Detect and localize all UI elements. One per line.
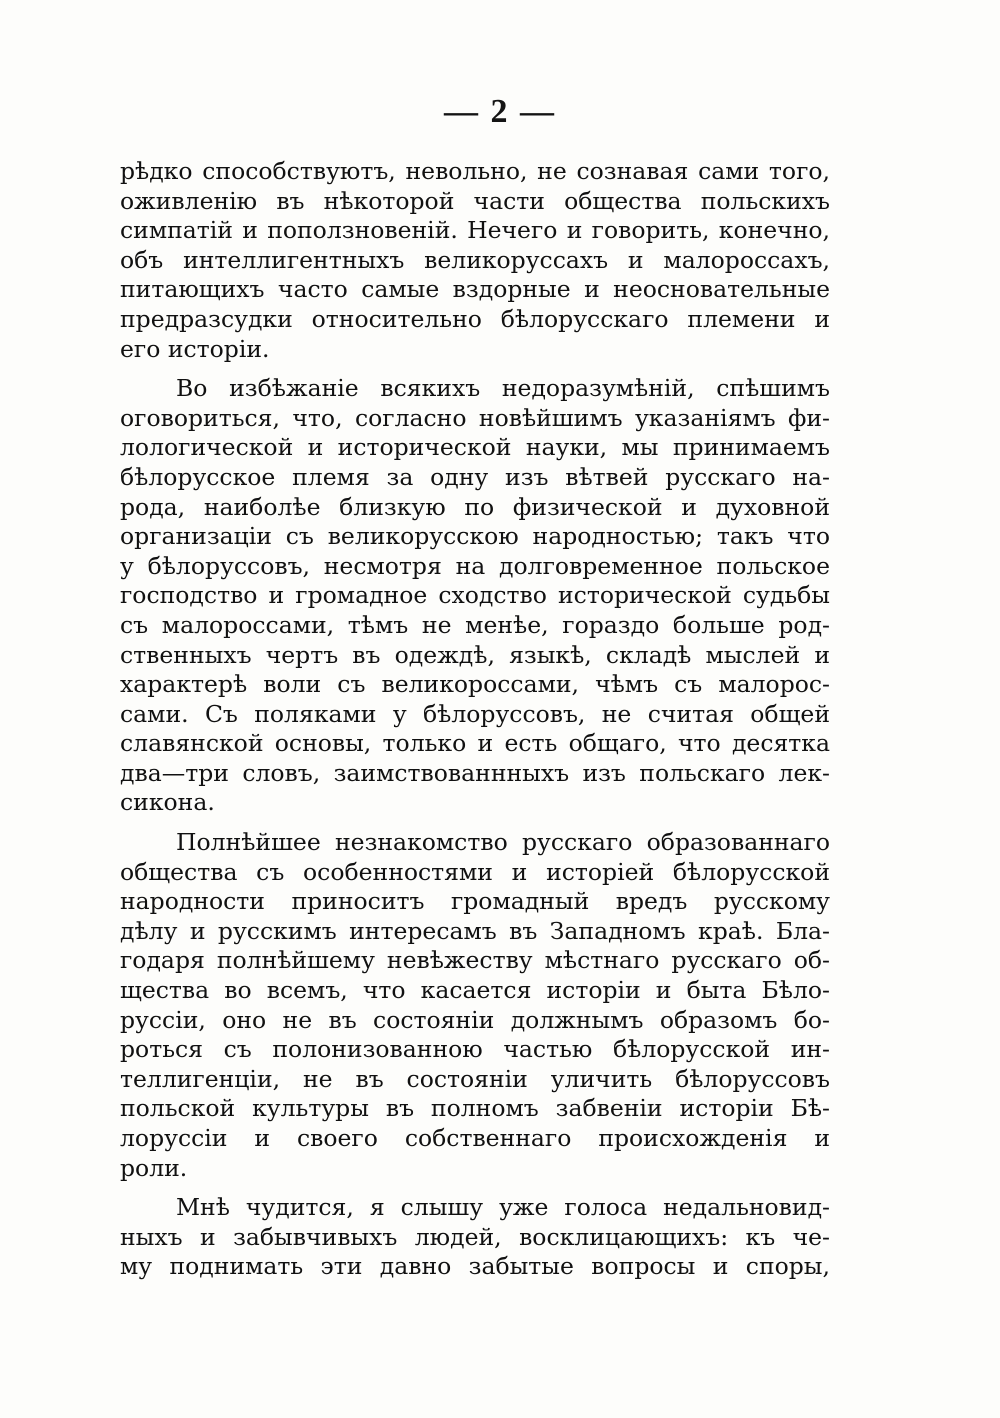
text-line: ныхъ и забывчивыхъ людей, восклицающихъ: къ че- (120, 1222, 830, 1251)
text-line: славянской основы, только и есть общаго, что десятка (120, 729, 830, 758)
text-line: съ малороссами, тѣмъ не менѣе, гораздо больше род- (120, 610, 830, 639)
page-number: — 2 — (444, 93, 556, 130)
text-line: руссіи, оно не въ состояніи должнымъ образомъ бо- (120, 1005, 830, 1034)
text-line: организаціи съ великорусскою народностью; такъ что (120, 522, 830, 551)
text-line: оживленію въ нѣкоторой части общества польскихъ (120, 186, 830, 215)
text-line: народности приноситъ громадный вредъ русскому (120, 887, 830, 916)
text-line: симпатій и поползновеній. Нечего и говорить, конечно, (120, 216, 830, 245)
paragraph (120, 157, 830, 364)
text-line: му поднимать эти давно забытые вопросы и споры, (120, 1252, 830, 1281)
text-line: два—три словъ, заимствованнныхъ изъ польскаго лек- (120, 758, 830, 787)
text-line: лоруссіи и своего собственнаго происхожденія и (120, 1124, 830, 1152)
text-line: польской культуры въ полномъ забвеніи исторіи Бѣ- (120, 1094, 830, 1123)
paragraph (120, 1193, 830, 1282)
text-line: сами. Съ поляками у бѣлоруссовъ, не считая общей (120, 699, 830, 728)
text-line: бѣлорусское племя за одну изъ вѣтвей русскаго на- (120, 462, 830, 491)
text-line: питающихъ часто самые вздорные и неосновательные (120, 275, 830, 304)
text-line: объ интеллигентныхъ великоруссахъ и малороссахъ, (120, 245, 830, 274)
text-line: господство и громадное сходство исторической судьбы (120, 581, 830, 610)
text-line: сикона. (120, 788, 215, 817)
text-line: Полнѣйшее незнакомство русскаго образованнаго (176, 828, 830, 857)
text-line: Мнѣ чудится, я слышу уже голоса недальновид- (176, 1193, 830, 1222)
paragraph (120, 828, 830, 1183)
text-line: Во избѣжаніе всякихъ недоразумѣній, спѣшимъ (176, 374, 830, 403)
text-line: роться съ полонизованною частью бѣлорусской ин- (120, 1035, 830, 1064)
text-line: щества во всемъ, что касается исторіи и быта Бѣло- (120, 976, 830, 1005)
text-line: лологической и исторической науки, мы принимаемъ (120, 433, 830, 462)
text-line: рѣдко способствуютъ, невольно, не сознавая сами того, (120, 157, 830, 185)
text-line: годаря полнѣйшему невѣжеству мѣстнаго русскаго об- (120, 946, 830, 975)
text-body (120, 157, 830, 1282)
text-line: у бѣлоруссовъ, несмотря на долговременное польское (120, 551, 830, 580)
text-line: рода, наиболѣе близкую по физической и духовной (120, 492, 830, 521)
text-line: предразсудки относительно бѣлорусскаго племени и (120, 304, 830, 333)
text-line: общества съ особенностями и исторіей бѣлорусской (120, 857, 830, 886)
text-line: дѣлу и русскимъ интересамъ въ Западномъ краѣ. Бла- (120, 916, 830, 945)
paragraph (120, 374, 830, 818)
text-line: характерѣ воли съ великороссами, чѣмъ съ малорос- (120, 670, 830, 699)
text-line: оговориться, что, согласно новѣйшимъ указаніямъ фи- (120, 403, 830, 432)
text-line: ственныхъ чертъ въ одеждѣ, языкѣ, складѣ мыслей и (120, 640, 830, 669)
text-line: его исторіи. (120, 334, 270, 363)
text-line: теллигенціи, не въ состояніи уличить бѣлоруссовъ (120, 1064, 830, 1093)
text-line: роли. (120, 1153, 188, 1182)
